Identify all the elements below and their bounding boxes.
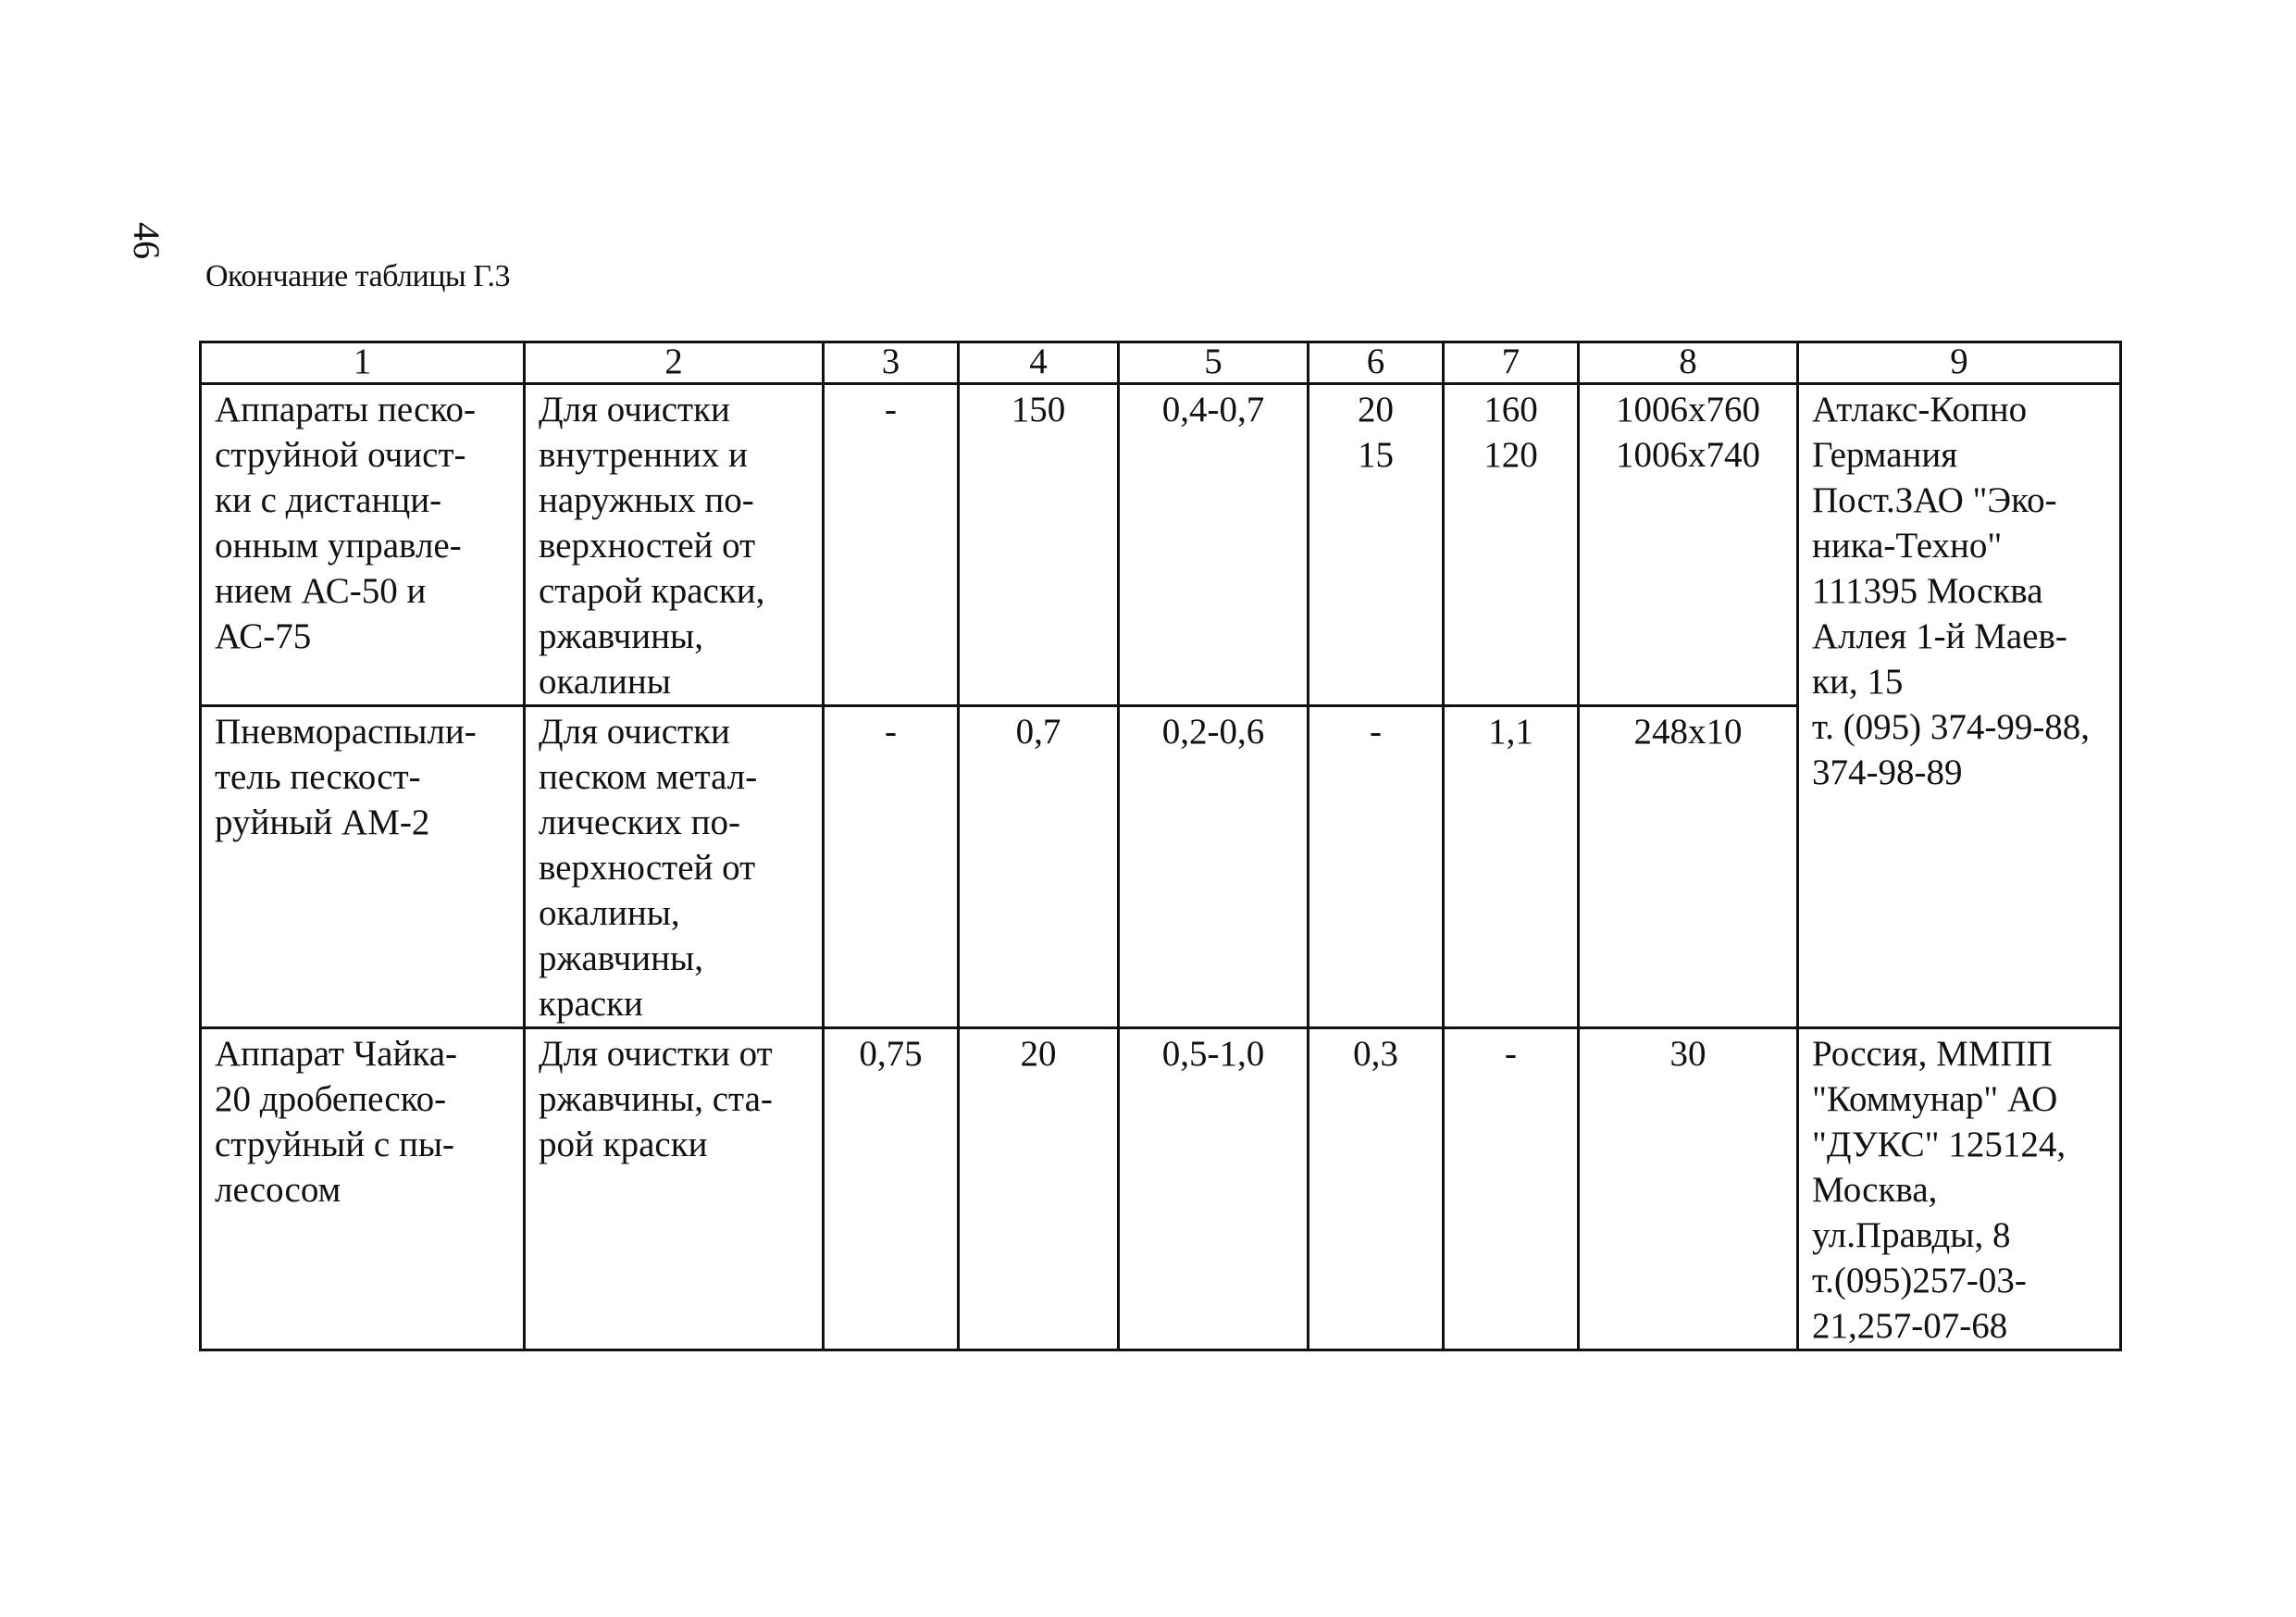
value-cell [959, 384, 1119, 706]
equipment-purpose: Для очистки внутренних и наружных по- верхностей от старой краски, ржавчины, окалины [539, 390, 765, 702]
value-cell [1119, 706, 1309, 1028]
column-header: 2 [525, 342, 824, 384]
value-cell [1309, 1028, 1444, 1350]
equipment-table [199, 341, 2122, 1351]
equipment-purpose: Для очистки песком метал- лических по- верхностей от окалины, ржавчины, краски [539, 712, 758, 1024]
purpose-cell [525, 1028, 824, 1350]
value-cell [1309, 706, 1444, 1028]
value-cell [824, 384, 959, 706]
manufacturer-info: Россия, ММПП "Коммунар" АО "ДУКС" 125124, Москва, ул.Правды, 8 т.(095)257-03- 21,257-07-68 [1812, 1034, 2066, 1346]
equipment-name-cell [201, 706, 525, 1028]
column-4-value: 150 [1011, 390, 1066, 429]
column-5-value: 0,2-0,6 [1161, 712, 1265, 752]
column-header: 9 [1798, 342, 2121, 384]
column-4-value: 0,7 [1015, 712, 1061, 752]
table-row [201, 1028, 2121, 1350]
column-7-value: - [1505, 1034, 1517, 1074]
value-cell [1444, 1028, 1579, 1350]
value-cell [824, 706, 959, 1028]
column-header: 7 [1444, 342, 1579, 384]
column-7-value: 1,1 [1488, 712, 1533, 752]
column-7-value: 160 120 [1483, 390, 1538, 475]
column-6-value: - [1370, 712, 1382, 752]
purpose-cell [525, 706, 824, 1028]
column-header: 5 [1119, 342, 1309, 384]
equipment-name-cell [201, 384, 525, 706]
column-6-value: 0,3 [1353, 1034, 1398, 1074]
column-6-value: 20 15 [1358, 390, 1394, 475]
manufacturer-cell [1798, 384, 2121, 1028]
value-cell [1579, 384, 1798, 706]
purpose-cell [525, 384, 824, 706]
value-cell [959, 706, 1119, 1028]
manufacturer-cell [1798, 1028, 2121, 1350]
column-8-value: 30 [1669, 1034, 1706, 1074]
value-cell [1309, 384, 1444, 706]
column-8-value: 248х10 [1633, 712, 1743, 752]
value-cell [1579, 1028, 1798, 1350]
column-5-value: 0,4-0,7 [1161, 390, 1265, 429]
column-header: 8 [1579, 342, 1798, 384]
value-cell [1119, 1028, 1309, 1350]
value-cell [959, 1028, 1119, 1350]
value-cell [1579, 706, 1798, 1028]
value-cell [1444, 384, 1579, 706]
table-caption: Окончание таблицы Г.3 [205, 259, 511, 293]
equipment-name-cell [201, 1028, 525, 1350]
page-number: 46 [126, 222, 168, 259]
equipment-purpose: Для очистки от ржавчины, ста- рой краски [539, 1034, 773, 1164]
equipment-name: Пневмораспыли- тель пескост- руйный АМ-2 [215, 712, 477, 842]
table-row [201, 384, 2121, 706]
column-header: 4 [959, 342, 1119, 384]
column-5-value: 0,5-1,0 [1161, 1034, 1265, 1074]
value-cell [824, 1028, 959, 1350]
equipment-name: Аппараты песко- струйной очист- ки с дистанци- онным управле- нием АС-50 и АС-75 [215, 390, 476, 656]
column-8-value: 1006х760 1006х740 [1616, 390, 1760, 475]
column-3-value: - [885, 390, 897, 429]
equipment-name: Аппарат Чайка- 20 дробепеско- струйный с пы- лесосом [215, 1034, 457, 1210]
value-cell [1119, 384, 1309, 706]
column-4-value: 20 [1020, 1034, 1057, 1074]
manufacturer-info: Атлакс-Копно Германия Пост.ЗАО "Эко- ника-Техно" 111395 Москва Аллея 1-й Маев- ки, 15 т. (095) 374-99-88, 374-98-89 [1812, 390, 2091, 792]
value-cell [1444, 706, 1579, 1028]
header-row [201, 342, 2121, 384]
column-3-value: 0,75 [859, 1034, 923, 1074]
column-header: 6 [1309, 342, 1444, 384]
column-header: 3 [824, 342, 959, 384]
column-3-value: - [885, 712, 897, 752]
column-header: 1 [201, 342, 525, 384]
